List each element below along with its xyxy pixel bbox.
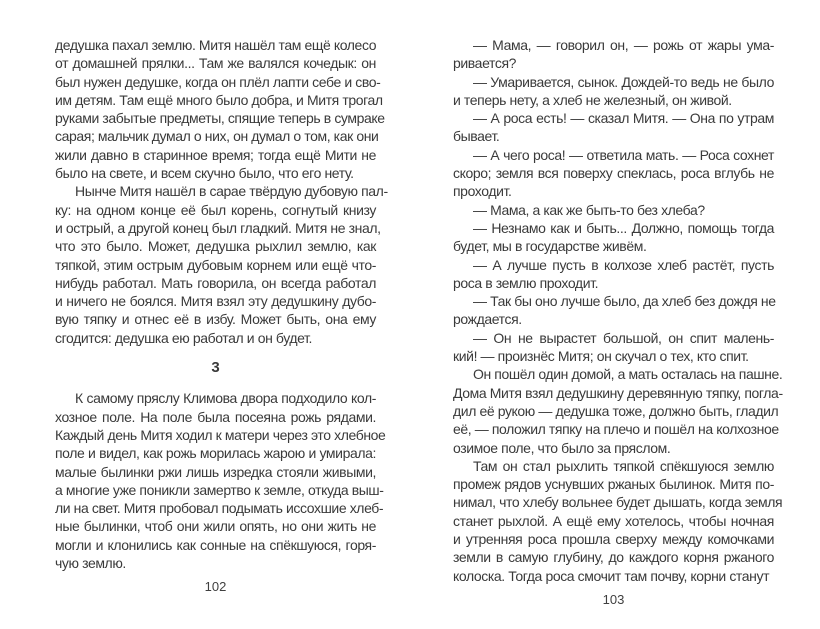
text-line: — Незнамо как и быть... Должно, помощь тогда: [473, 219, 774, 236]
text-line: ривается?: [453, 55, 517, 72]
text-line: им детям. Там ещё много было добра, и Митя трогал: [55, 91, 383, 108]
paragraph: [453, 365, 783, 456]
text-line: жили давно в старинное время; тогда ещё Мити не: [55, 146, 376, 163]
paragraph: [453, 36, 774, 73]
text-line: К самому пряслу Климова двора подходило кол-: [75, 390, 376, 407]
paragraph: [453, 329, 774, 366]
text-line: бывает.: [453, 128, 500, 145]
text-line: земли в самую глубину, до каждого корня ржаного: [453, 549, 774, 566]
paragraph: [55, 36, 385, 182]
text-line: ку: на одном конце её был корень, согнутый книзу: [55, 201, 376, 218]
text-line: её, — положил тяпку на плечо и пошёл на колхозное: [453, 421, 779, 438]
text-line: — Так бы оно лучше было, да хлеб без дождя не: [473, 293, 776, 310]
text-line: дедушка пахал землю. Митя нашёл там ещё колесо: [55, 37, 377, 53]
text-line: Там он стал рыхлить тяпкой спёкшуюся землю: [473, 457, 774, 474]
text-line: — А чего роса! — ответила мать. — Роса сохнет: [473, 146, 774, 163]
text-line: — Он не вырастет большой, он спит малень-: [473, 329, 774, 346]
text-line: и острый, а другой конец был гладкий. Митя не знал,: [55, 219, 381, 236]
paragraph: [55, 389, 386, 572]
text-line: вую тяпку и отнес её в избу. Может быть, она ему: [55, 311, 376, 328]
text-line: станет рыхлой. А ещё ему хотелось, чтобы ночная: [453, 512, 774, 529]
text-line: — Мама, — говорил он, — рожь от жары ума-: [473, 37, 774, 53]
text-line: а многие уже поникли замертво к земле, откуда выш-: [55, 481, 384, 498]
text-line: нимал, что хлебу вольнее будет дышать, когда земля: [453, 494, 783, 511]
text-line: сгодится: дедушка ею работал и он будет.: [55, 329, 312, 346]
text-line: было на свете, и всем скучно было, что его нету.: [55, 165, 354, 182]
paragraph: [55, 182, 388, 347]
page-left-text: [55, 36, 388, 572]
page-number-left: 102: [204, 579, 227, 595]
text-line: рождается.: [453, 311, 522, 328]
text-line: — Умаривается, сынок. Дождей-то ведь не было: [473, 73, 774, 90]
text-line: Дома Митя взял дедушкину деревянную тяпку, погла-: [453, 384, 783, 401]
paragraph: [453, 457, 783, 585]
paragraph: [453, 292, 774, 329]
text-line: и теперь нету, а хлеб не железный, он живой.: [453, 91, 732, 108]
paragraph: [453, 219, 774, 256]
text-line: дил её рукою — дедушка тоже, должно быть, гладил: [453, 402, 779, 419]
text-line: нибудь работал. Мать говорила, он всегда работал: [55, 274, 376, 291]
page-right: [410, 0, 820, 629]
text-line: Он пошёл один домой, а мать осталась на пашне.: [473, 366, 783, 383]
text-line: хозное поле. На поле была посеяна рожь рядами.: [55, 408, 376, 425]
text-line: колоска. Тогда роса смочит там почву, корни станут: [453, 567, 770, 584]
text-line: сарая; мальчик думал о них, он думал о том, как они: [55, 128, 379, 145]
text-line: руками забытые предметы, спящие теперь в сумраке: [55, 110, 385, 127]
text-line: и ничего не боялся. Митя взял эту дедушкину дубо-: [55, 293, 376, 310]
text-line: могли и клонились как сонные на спёкшуюся, горя-: [55, 536, 376, 553]
section-heading: 3: [211, 359, 220, 377]
paragraph: [453, 256, 774, 293]
text-line: ные былинки, чтоб они жили опять, но они жить не: [55, 518, 376, 535]
page-right-text: [453, 36, 783, 585]
text-line: будет, мы в государстве живём.: [453, 238, 647, 255]
text-line: ли на свет. Митя пробовал подымать иссохшие хлеб-: [55, 500, 384, 517]
text-line: Нынче Митя нашёл в сарае твёрдую дубовую пал-: [75, 183, 388, 200]
text-line: чую землю.: [55, 555, 126, 572]
text-line: проходит.: [453, 183, 512, 200]
text-line: скоро; земля вся поверху спеклась, роса вглубь не: [453, 165, 774, 182]
text-line: и утренняя роса прошла сверху между комочками: [453, 531, 774, 548]
text-line: — Мама, а как же быть-то без хлеба?: [473, 201, 705, 218]
text-line: Каждый день Митя ходил к матери через это хлебное: [55, 426, 386, 443]
text-line: малые былинки ржи лишь изредка стояли живыми,: [55, 463, 376, 480]
text-line: поле и видел, как рожь морилась жарою и умирала:: [55, 445, 376, 462]
text-line: тяпкой, этим острым дубовым корнем или ещё что-: [55, 256, 376, 273]
text-line: озимое поле, что было за пряслом.: [453, 439, 671, 456]
page-number-right: 103: [602, 591, 625, 607]
text-line: был нужен дедушке, когда он плёл лапти себе и сво-: [55, 73, 381, 90]
text-line: от домашней прялки... Там же валялся кочедык: он: [55, 55, 376, 72]
paragraph: [453, 146, 774, 201]
text-line: что это было. Может, дедушка рыхлил землю, как: [55, 238, 376, 255]
paragraph: [453, 109, 774, 146]
text-line: промеж рядов уснувших ржаных былинок. Митя по-: [453, 476, 774, 493]
text-line: — А лучше пусть в колхозе хлеб растёт, пусть: [473, 256, 774, 273]
paragraph: [453, 201, 774, 219]
paragraph: [453, 73, 774, 110]
text-line: роса в землю проходит.: [453, 274, 599, 291]
text-line: кий! — произнёс Митя; он скучал о тех, кто спит.: [453, 348, 749, 365]
text-line: — А роса есть! — сказал Митя. — Она по утрам: [473, 110, 774, 127]
